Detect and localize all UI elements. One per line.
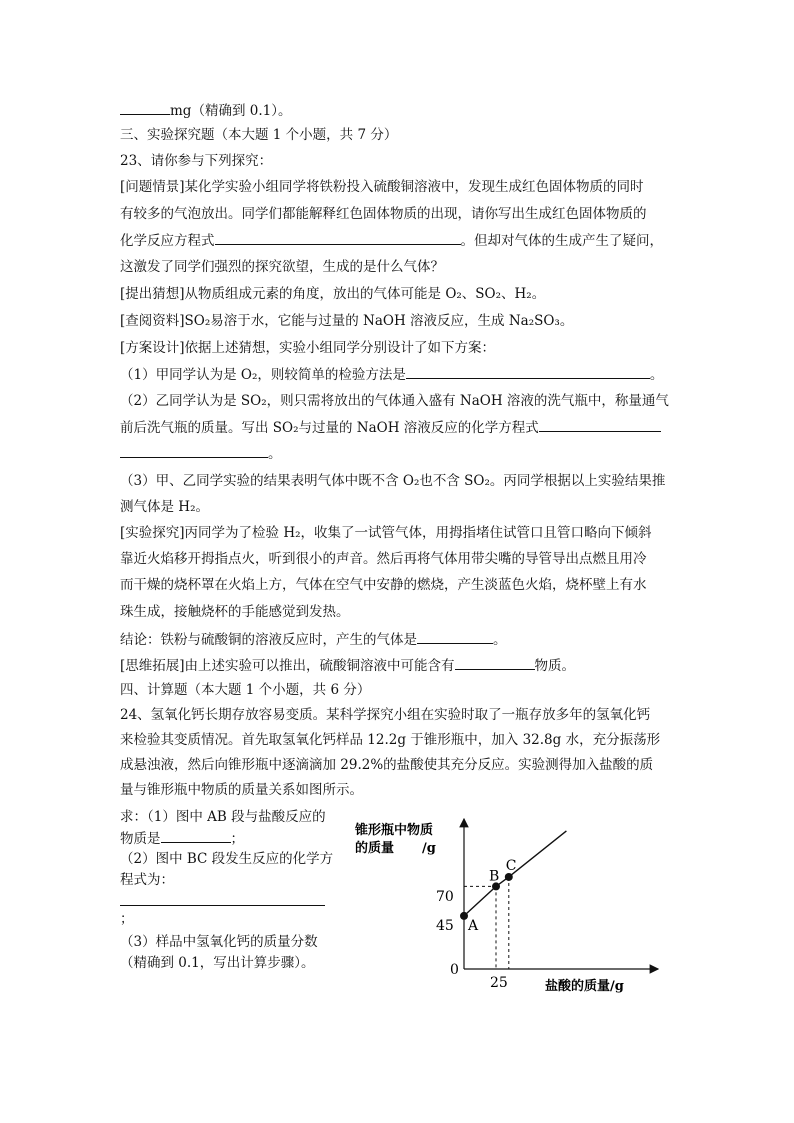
problem-scenario-line-1: [问题情景]某化学实验小组同学将铁粉投入硫酸铜溶液中，发现生成红色固体物质的同时 <box>120 179 644 195</box>
plan-3-line-1: （3）甲、乙同学实验的结果表明气体中既不含 O₂也不含 SO₂。丙同学根据以上实验结果推 <box>120 473 666 489</box>
ab-substance-blank[interactable] <box>161 829 231 843</box>
extension-line: [思维拓展]由上述实验可以推出，硫酸铜溶液中可能含有 物质。 <box>120 658 576 674</box>
y-axis-unit: /g <box>422 841 436 856</box>
point-label-c: C <box>505 857 517 874</box>
equation-blank[interactable] <box>215 231 461 245</box>
gas-blank[interactable] <box>417 630 493 644</box>
section-3-heading: 三、实验探究题（本大题 1 个小题，共 7 分） <box>120 127 398 143</box>
substance-blank[interactable] <box>455 656 535 670</box>
section-4-heading: 四、计算题（本大题 1 个小题，共 6 分） <box>120 682 371 698</box>
y-axis-label-line-2: 的质量 <box>355 841 395 856</box>
x-tick-25: 25 <box>490 975 508 991</box>
bc-equation-blank-line <box>120 892 325 911</box>
question-24-line-1: 24、氢氧化钙长期存放容易变质。某科学探究小组在实验时取了一瓶存放多年的氢氧化钙 <box>120 707 651 723</box>
test-method-blank[interactable] <box>406 365 650 379</box>
problem-scenario-line-3: 化学反应方程式 。但却对气体的生成产生了疑问， <box>120 233 663 249</box>
problem-scenario-line-2: 有较多的气泡放出。同学们都能解释红色固体物质的出现，请你写出生成红色固体物质的 <box>120 206 647 222</box>
x-axis-label: 盐酸的质量/g <box>545 979 624 994</box>
experiment-line-2: 靠近火焰移开拇指点火，听到很小的声音。然后再将气体用带尖嘴的导管导出点燃且用冷 <box>120 551 647 567</box>
plan-1-line: （1）甲同学认为是 O₂，则较简单的检验方法是 。 <box>120 367 664 383</box>
line-1: mg（精确到 0.1）。 <box>120 101 291 120</box>
reference-line: [查阅资料]SO₂易溶于水，它能与过量的 NaOH 溶液反应，生成 Na₂SO₃。 <box>120 313 574 329</box>
point-c <box>505 873 513 881</box>
origin-label: 0 <box>450 962 459 978</box>
sub-question-3-line-2: （精确到 0.1，写出计算步骤）。 <box>120 955 315 971</box>
point-a <box>460 912 468 920</box>
hypothesis-line: [提出猜想]从物质组成元素的角度，放出的气体可能是 O₂、SO₂、H₂。 <box>120 286 546 302</box>
question-23-intro: 23、请你参与下列探究： <box>120 153 273 169</box>
answer-blank[interactable] <box>120 101 170 115</box>
point-label-b: B <box>489 868 500 885</box>
plan-2-line-3: 。 <box>120 444 282 463</box>
plan-2-line-1: （2）乙同学认为是 SO₂，则只需将放出的气体通入盛有 NaOH 溶液的洗气瓶中，称量通气 <box>120 393 669 409</box>
question-24-line-4: 量与锥形瓶中物质的质量关系如图所示。 <box>120 782 363 798</box>
sub-question-2-line-2: 程式为： <box>120 872 174 888</box>
y-tick-45: 45 <box>436 918 454 934</box>
plan-3-line-2: 测气体是 H₂。 <box>120 499 209 515</box>
sub-question-2-line-1: （2）图中 BC 段发生反应的化学方 <box>120 851 334 867</box>
experiment-line-3: 而干燥的烧杯罩在火焰上方，气体在空气中安静的燃烧，产生淡蓝色火焰，烧杯壁上有水 <box>120 577 647 593</box>
y-axis-label-line-1: 锥形瓶中物质 <box>355 823 434 838</box>
point-label-a: A <box>468 917 479 934</box>
sub-question-1-line-1: 求：（1）图中 AB 段与盐酸反应的 <box>120 809 326 825</box>
so2-equation-blank-2[interactable] <box>120 444 268 458</box>
plan-2-line-2: 前后洗气瓶的质量。写出 SO₂与过量的 NaOH 溶液反应的化学方程式 <box>120 418 661 437</box>
question-24-line-3: 成悬浊液，然后向锥形瓶中逐滴滴加 29.2%的盐酸使其充分反应。实验测得加入盐酸的质 <box>120 757 654 773</box>
question-24-line-2: 来检验其变质情况。首先取氢氧化钙样品 12.2g 于锥形瓶中，加入 32.8g 水，充分振荡形 <box>120 732 661 748</box>
sub-question-1-line-2: 物质是 ； <box>120 831 244 847</box>
y-tick-70: 70 <box>436 889 454 905</box>
plan-design-line: [方案设计]依据上述猜想，实验小组同学分别设计了如下方案： <box>120 340 496 356</box>
experiment-line-1: [实验探究]丙同学为了检验 H₂，收集了一试管气体，用拇指堵住试管口且管口略向下倾斜 <box>120 525 652 541</box>
mass-chart <box>340 805 680 995</box>
experiment-line-4: 珠生成，接触烧杯的手能感觉到发热。 <box>120 604 350 620</box>
bc-equation-blank[interactable] <box>120 892 325 906</box>
sub-question-3-line-1: （3）样品中氢氧化钙的质量分数 <box>120 934 318 950</box>
problem-scenario-line-4: 这激发了同学们强烈的探究欲望，生成的是什么气体？ <box>120 259 444 275</box>
sub-question-2-line-4: ； <box>120 911 134 927</box>
so2-equation-blank-1[interactable] <box>539 418 661 432</box>
conclusion-line: 结论：铁粉与硫酸铜的溶液反应时，产生的气体是 。 <box>120 632 507 648</box>
